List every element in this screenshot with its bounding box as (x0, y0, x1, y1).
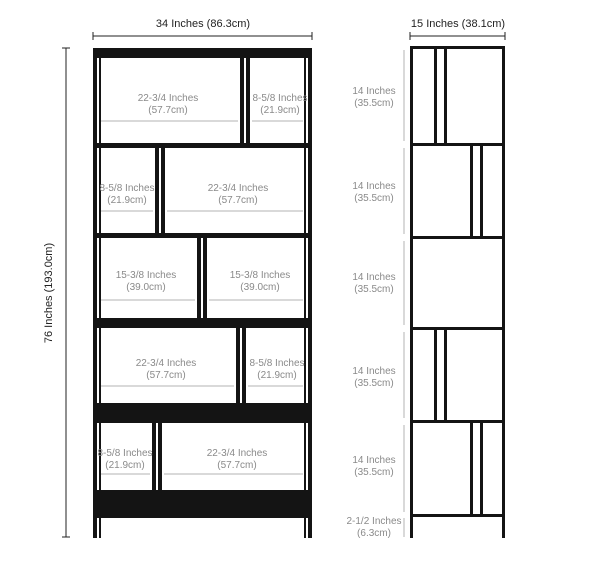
shelf-4 (93, 403, 312, 423)
side-divider-row-4 (434, 330, 447, 421)
front-shelf-5-labels (97, 448, 267, 471)
left-inner-post (99, 58, 101, 538)
overall-depth-dimension (410, 18, 505, 40)
side-height-5-inches: 14 Inches (352, 455, 396, 466)
shelf-1-right-inches: 8-5/8 Inches (252, 93, 308, 104)
side-divider-row-2 (470, 146, 483, 237)
divider-row-4 (236, 328, 246, 404)
shelf-2-left-cm: (21.9cm) (107, 195, 147, 206)
front-shelf-1-labels (138, 93, 308, 116)
overall-width-dimension (93, 18, 312, 40)
side-height-labels (346, 86, 401, 539)
side-foot-inches: 2-1/2 Inches (346, 516, 402, 527)
shelf-2 (93, 233, 312, 238)
shelf-2-left-inches: 8-5/8 Inches (99, 183, 155, 194)
shelf-1 (93, 143, 312, 148)
side-foot-cm: (6.3cm) (357, 528, 391, 539)
shelf-2-right-inches: 22-3/4 Inches (207, 183, 269, 194)
side-divider-row-5 (470, 423, 483, 515)
side-divider-row-1 (434, 49, 447, 144)
shelf-3-left-cm: (39.0cm) (126, 282, 166, 293)
side-height-2-cm: (35.5cm) (354, 193, 394, 204)
side-shelf-2 (410, 236, 505, 239)
side-shelf-bottom (410, 514, 505, 517)
side-height-1-inches: 14 Inches (352, 86, 396, 97)
side-shelf-4 (410, 420, 505, 423)
top-cap (93, 48, 312, 58)
shelf-2-right-cm: (57.7cm) (218, 195, 258, 206)
side-top (410, 46, 505, 49)
shelf-3 (93, 318, 312, 328)
front-shelf-4-labels (136, 358, 305, 381)
left-post (93, 48, 97, 538)
side-height-4-inches: 14 Inches (352, 366, 396, 377)
shelf-4-left-cm: (57.7cm) (146, 370, 186, 381)
side-shelf-3 (410, 327, 505, 330)
shelf-1-left-cm: (57.7cm) (148, 105, 188, 116)
side-height-4-cm: (35.5cm) (354, 378, 394, 389)
overall-height-label: 76 Inches (193.0cm) (43, 242, 55, 344)
shelf-5-left-cm: (21.9cm) (105, 460, 145, 471)
shelf-1-right-cm: (21.9cm) (260, 105, 300, 116)
shelf-4-right-cm: (21.9cm) (257, 370, 297, 381)
shelf-5-right-cm: (57.7cm) (217, 460, 257, 471)
divider-row-3 (197, 238, 207, 328)
side-back-post (502, 48, 505, 538)
overall-height-dimension (43, 48, 70, 537)
shelf-4-right-inches: 8-5/8 Inches (249, 358, 305, 369)
shelf-bottom (93, 490, 312, 518)
shelf-3-left-inches: 15-3/8 Inches (115, 270, 177, 281)
side-height-2-inches: 14 Inches (352, 181, 396, 192)
side-height-5-cm: (35.5cm) (354, 467, 394, 478)
right-post (308, 48, 312, 538)
shelf-3-right-inches: 15-3/8 Inches (229, 270, 291, 281)
shelf-5-left-inches: 8-5/8 Inches (97, 448, 153, 459)
side-height-3-inches: 14 Inches (352, 272, 396, 283)
side-shelf-1 (410, 143, 505, 146)
shelf-3-right-cm: (39.0cm) (240, 282, 280, 293)
shelf-4-left-inches: 22-3/4 Inches (135, 358, 197, 369)
shelf-5-right-inches: 22-3/4 Inches (206, 448, 268, 459)
front-shelf-2-labels (99, 183, 268, 206)
divider-row-2 (155, 148, 165, 234)
side-height-1-cm: (35.5cm) (354, 98, 394, 109)
side-front-post (410, 48, 413, 538)
divider-row-1 (240, 58, 250, 144)
side-view-bookcase (410, 46, 505, 538)
right-inner-post (304, 58, 306, 538)
overall-depth-label: 15 Inches (38.1cm) (410, 18, 506, 30)
overall-width-label: 34 Inches (86.3cm) (155, 18, 251, 30)
side-height-3-cm: (35.5cm) (354, 284, 394, 295)
shelf-1-left-inches: 22-3/4 Inches (137, 93, 199, 104)
